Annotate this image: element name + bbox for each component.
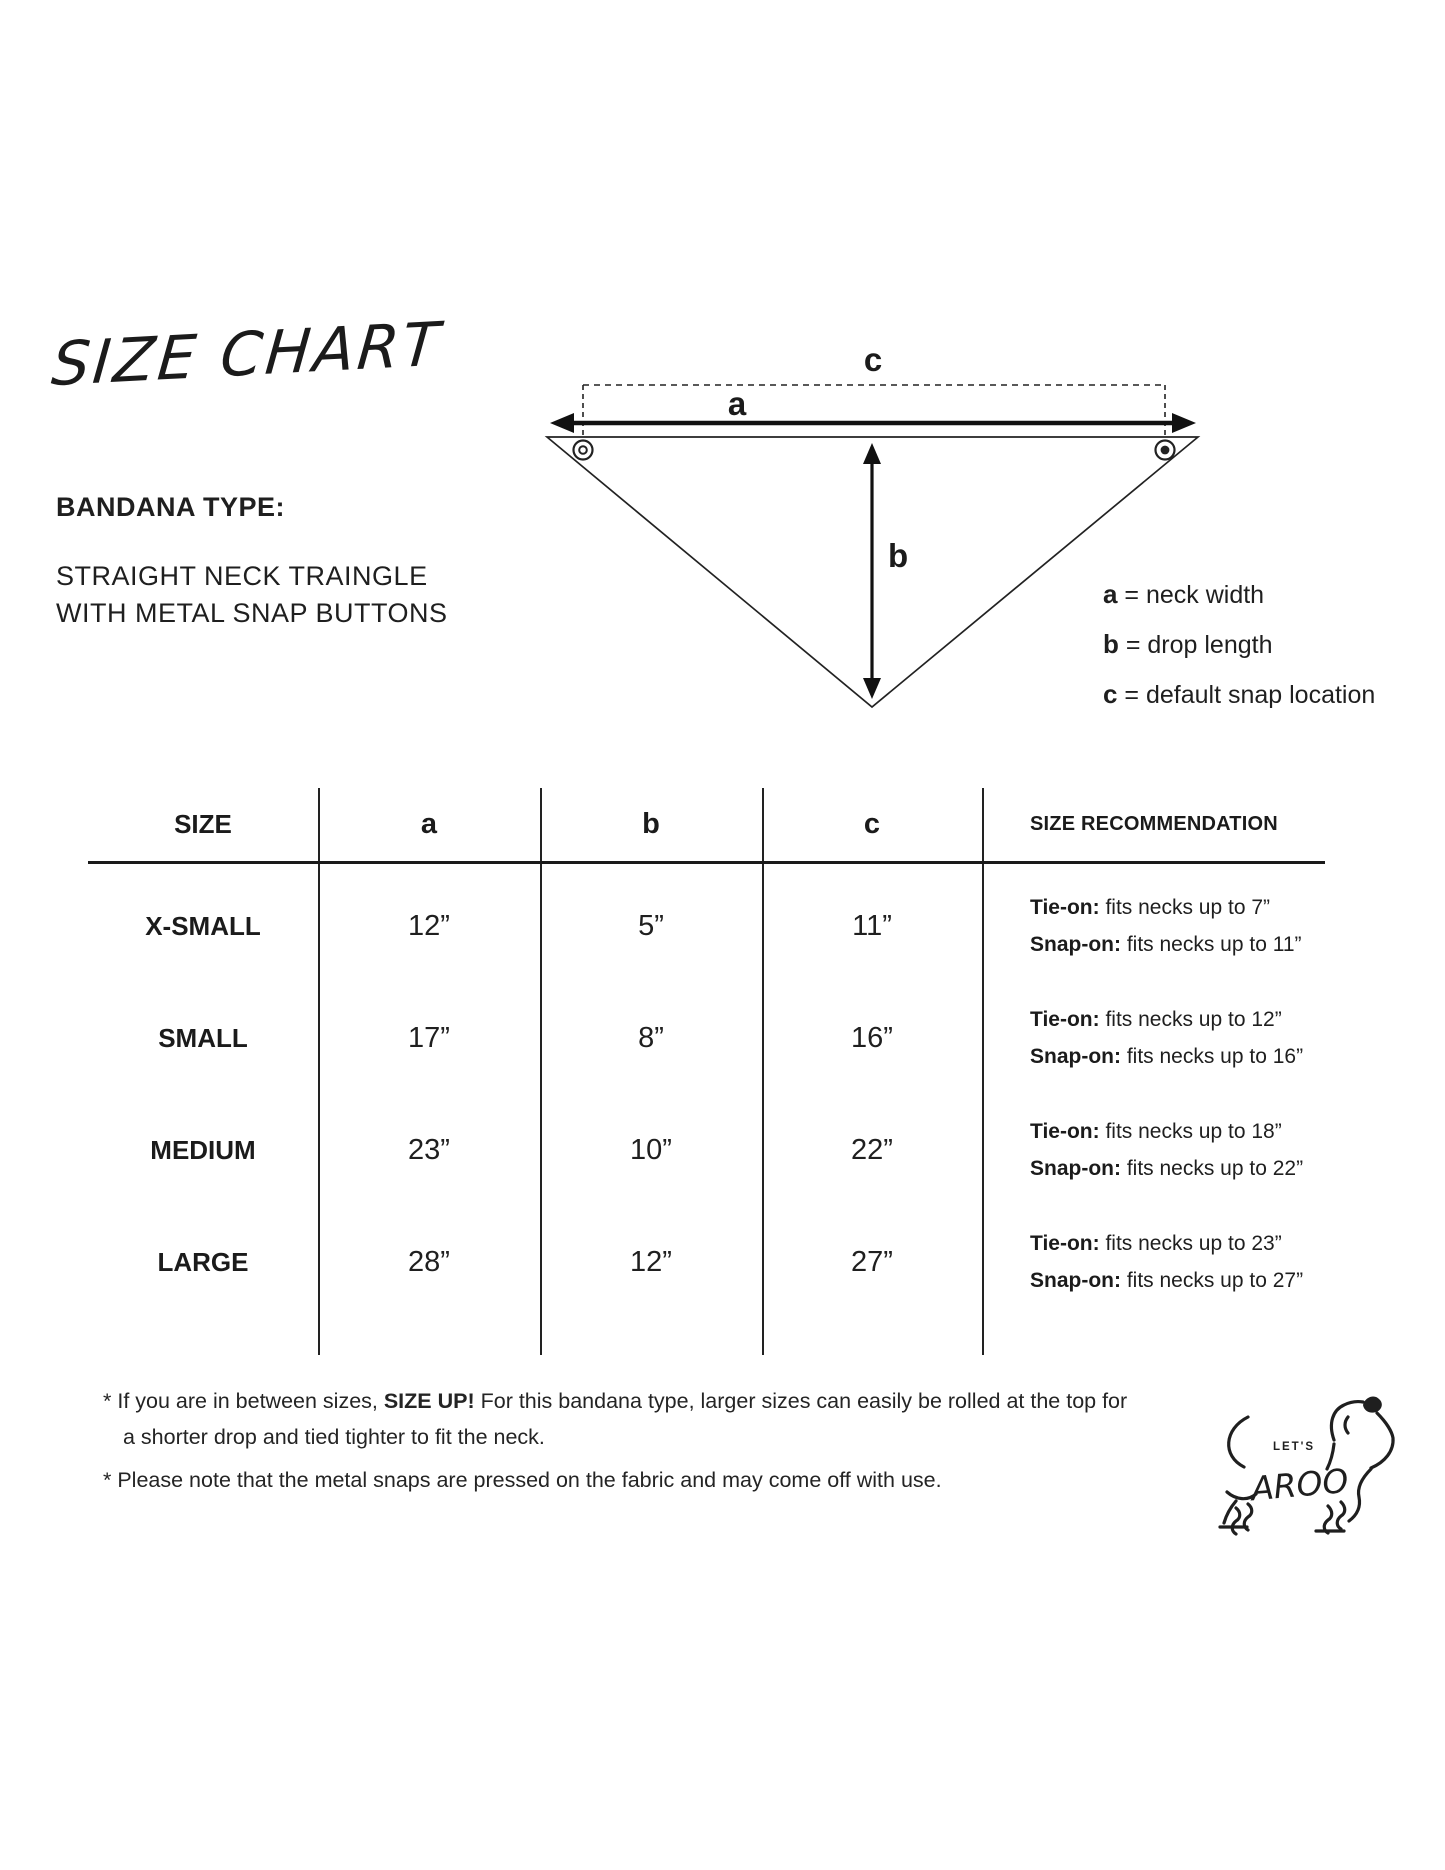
snap-on-label: Snap-on: xyxy=(1030,1157,1121,1180)
logo-aroo-text: AROO xyxy=(1249,1460,1350,1509)
bandana-type-description xyxy=(56,558,448,632)
header-size: SIZE xyxy=(174,809,232,839)
snap-button-left-outer xyxy=(574,441,593,460)
dog-muzzle-line xyxy=(1371,1413,1393,1468)
page-title: SIZE CHART xyxy=(48,309,445,401)
dog-ear-mark xyxy=(1345,1417,1348,1433)
bandana-type-line2: WITH METAL SNAP BUTTONS xyxy=(56,598,448,628)
header-a: a xyxy=(420,808,438,840)
row-size-label: MEDIUM xyxy=(150,1134,256,1165)
diagram-label-c: c xyxy=(863,341,883,378)
table-row-large xyxy=(88,1206,1328,1318)
header-c: c xyxy=(863,808,881,840)
table-body xyxy=(88,870,1328,1318)
row-size-label: X-SMALL xyxy=(145,910,261,941)
tie-on-label: Tie-on: xyxy=(1030,1008,1100,1031)
row-c-value: 16” xyxy=(851,1021,893,1054)
a-arrow-head-left xyxy=(550,413,574,433)
table-row-medium xyxy=(88,1094,1328,1206)
bandana-type-heading: BANDANA TYPE: xyxy=(56,492,285,522)
row-c-value: 11” xyxy=(852,909,892,942)
logo-lets-text: LET'S xyxy=(1272,1441,1316,1453)
footnote1-bold: SIZE UP! xyxy=(383,1389,475,1413)
tie-on-label: Tie-on: xyxy=(1030,1120,1100,1143)
dog-front-paw-squiggle-1 xyxy=(1337,1502,1345,1529)
table-row-small xyxy=(88,982,1328,1094)
row-recommendation xyxy=(982,1113,1328,1187)
snap-on-label: Snap-on: xyxy=(1030,933,1121,956)
legend-key-a: a xyxy=(1103,579,1118,609)
row-size-label: LARGE xyxy=(157,1246,249,1277)
header-recommendation: SIZE RECOMMENDATION xyxy=(1030,813,1278,835)
snap-on-label: Snap-on: xyxy=(1030,1269,1121,1292)
row-recommendation xyxy=(982,889,1328,963)
diagram-legend xyxy=(1103,570,1375,720)
footnote1-line2: a shorter drop and tied tighter to fit the neck. xyxy=(123,1425,545,1449)
size-table xyxy=(88,788,1328,1355)
tie-on-text: fits necks up to 7” xyxy=(1099,896,1271,919)
dog-chest-curve xyxy=(1349,1469,1371,1521)
snap-on-text: fits necks up to 22” xyxy=(1120,1157,1304,1180)
legend-desc-c: = default snap location xyxy=(1117,681,1376,709)
footnote-size-up xyxy=(103,1383,1127,1455)
row-b-value: 12” xyxy=(630,1245,672,1278)
row-b-value: 8” xyxy=(638,1021,664,1054)
legend-desc-b: = drop length xyxy=(1118,631,1273,659)
legend-line-b xyxy=(1103,620,1375,670)
table-header-underline xyxy=(88,861,1325,864)
row-b-value: 10” xyxy=(630,1133,672,1166)
table-header-row xyxy=(88,788,1328,861)
snap-on-text: fits necks up to 27” xyxy=(1120,1269,1304,1292)
a-arrow-head-right xyxy=(1172,413,1196,433)
legend-desc-a: = neck width xyxy=(1117,581,1265,609)
bandana-type-line1: STRAIGHT NECK TRAINGLE xyxy=(56,561,428,591)
diagram-label-a: a xyxy=(727,385,747,422)
legend-key-b: b xyxy=(1103,629,1119,659)
tie-on-text: fits necks up to 23” xyxy=(1099,1232,1282,1255)
diagram-label-b: b xyxy=(888,537,909,574)
header-b: b xyxy=(642,808,660,840)
dog-tail xyxy=(1229,1417,1248,1467)
footnote1-prefix: * If you are in between sizes, xyxy=(103,1389,384,1413)
dog-back-paw-squiggle-2 xyxy=(1232,1508,1240,1534)
lets-aroo-logo xyxy=(1160,1390,1400,1580)
row-size-label: SMALL xyxy=(158,1022,248,1053)
tie-on-text: fits necks up to 18” xyxy=(1099,1120,1282,1143)
row-a-value: 17” xyxy=(408,1021,450,1054)
dog-front-paw-squiggle-2 xyxy=(1324,1506,1332,1533)
snap-on-text: fits necks up to 16” xyxy=(1120,1045,1304,1068)
legend-line-c xyxy=(1103,670,1375,720)
footnote1-suffix: For this bandana type, larger sizes can easily be rolled at the top for xyxy=(474,1389,1128,1413)
tie-on-text: fits necks up to 12” xyxy=(1099,1008,1282,1031)
row-b-value: 5” xyxy=(638,909,664,942)
dog-back-leg xyxy=(1224,1501,1236,1523)
row-recommendation xyxy=(982,1001,1328,1075)
row-recommendation xyxy=(982,1225,1328,1299)
snap-on-label: Snap-on: xyxy=(1030,1045,1121,1068)
row-a-value: 23” xyxy=(408,1133,450,1166)
table-row-xsmall xyxy=(88,870,1328,982)
tie-on-label: Tie-on: xyxy=(1030,1232,1100,1255)
row-a-value: 12” xyxy=(408,909,450,942)
legend-key-c: c xyxy=(1103,679,1118,709)
legend-line-a xyxy=(1103,570,1375,620)
tie-on-label: Tie-on: xyxy=(1030,896,1100,919)
snap-button-right-inner xyxy=(1161,446,1170,455)
dog-nose xyxy=(1363,1397,1382,1413)
row-c-value: 22” xyxy=(851,1133,893,1166)
row-c-value: 27” xyxy=(851,1245,893,1278)
row-a-value: 28” xyxy=(408,1245,450,1278)
snap-on-text: fits necks up to 11” xyxy=(1120,933,1302,956)
footnote-metal-snaps: * Please note that the metal snaps are pressed on the fabric and may come off with use. xyxy=(103,1468,942,1492)
